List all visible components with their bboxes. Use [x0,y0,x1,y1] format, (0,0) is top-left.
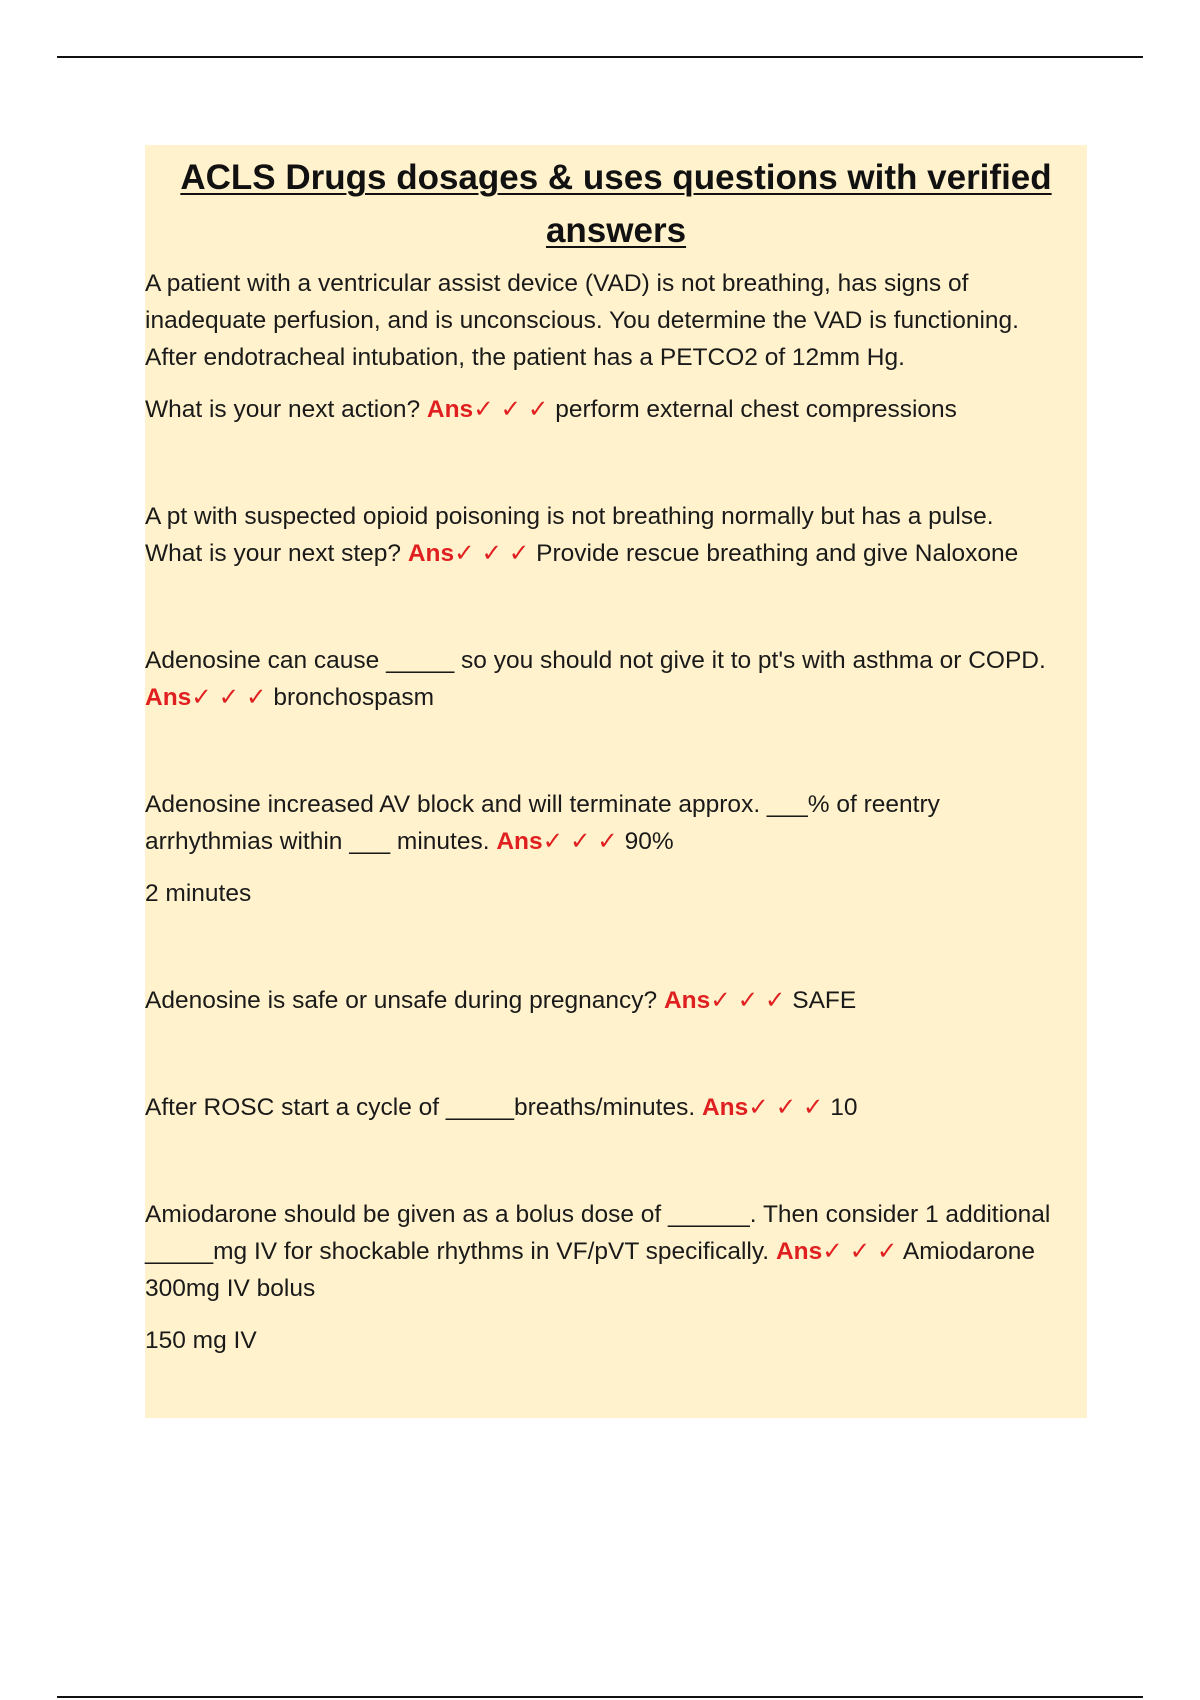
question-text: Adenosine can cause _____ so you should not give it to pt's with asthma or COPD. Ans✓ ✓ ✓ bronchospasm [145,647,1046,711]
check-icon: ✓ ✓ ✓ [822,1238,898,1265]
check-icon: ✓ ✓ ✓ [191,684,267,711]
answer-marker: Ans [426,396,474,423]
qa-item-vad [145,265,1087,428]
answer-marker: Ans [145,684,192,711]
answer-marker: Ans [775,1238,823,1265]
answer-text: 90% [624,828,674,855]
qa-item-adenosine-bronchospasm [145,642,1087,716]
answer-text: perform external chest compressions [555,396,957,423]
answer-text: 10 [830,1094,858,1121]
answer-text: Amiodarone [902,1238,1036,1265]
question-tail: What is your next step? [145,540,402,567]
question-answer-line [145,391,1087,428]
title-line-2: answers [545,211,687,250]
check-icon: ✓ ✓ ✓ [473,396,549,423]
answer-marker: Ans [496,828,543,855]
document-page [145,145,1087,1418]
question-text: Adenosine increased AV block and will terminate approx. ___% of reentry arrhythmias within ___ minutes. Ans✓ ✓ ✓ 90% [145,791,940,855]
answer-extra: 150 mg IV [145,1327,257,1354]
document-title [145,145,1087,257]
question-tail: What is your next action? [145,396,421,423]
check-icon: ✓ ✓ ✓ [454,540,530,567]
answer-text: Provide rescue breathing and give Naloxone [536,540,1019,567]
answer-extra: 2 minutes [145,880,252,907]
question-tail: Adenosine is safe or unsafe during pregnancy? [145,987,658,1014]
footer-rule [57,1696,1143,1698]
question-text: A patient with a ventricular assist device (VAD) is not breathing, has signs of inadequate perfusion, and is unconscious. You determine the VAD is functioning. After endotracheal intubation, the patient has a PETCO2 of 12mm Hg. [145,270,1019,371]
question-text: A pt with suspected opioid poisoning is not breathing normally but has a pulse. What is your next step? Ans✓ ✓ ✓ Provide rescue breathing and give Naloxone [145,503,1019,567]
qa-item-adenosine-av-block [145,786,1087,912]
question-text: Amiodarone should be given as a bolus dose of ______. Then consider 1 additional _____mg IV for shockable rhythms in VF/pVT specifically. Ans✓ ✓ ✓ Amiodarone 300mg IV bolus [145,1201,1051,1302]
answer-text-line-2: 300mg IV bolus [145,1275,316,1302]
question-tail: arrhythmias within ___ minutes. [145,828,490,855]
check-icon: ✓ ✓ ✓ [710,987,786,1014]
question-tail: _____mg IV for shockable rhythms in VF/pVT specifically. [145,1238,770,1265]
check-icon: ✓ ✓ ✓ [542,828,618,855]
answer-marker: Ans [407,540,455,567]
title-line-1: ACLS Drugs dosages & uses questions with verified [180,158,1052,197]
header-rule [57,56,1143,58]
answer-marker: Ans [701,1094,749,1121]
qa-item-adenosine-pregnancy [145,982,1087,1019]
question-text [145,1089,1087,1126]
answer-text: SAFE [792,987,857,1014]
question-tail: After ROSC start a cycle of _____breaths/minutes. [145,1094,696,1121]
answer-marker: Ans [663,987,711,1014]
question-text [145,982,1087,1019]
qa-item-opioid [145,498,1087,572]
qa-item-amiodarone [145,1196,1087,1359]
qa-item-rosc [145,1089,1087,1126]
check-icon: ✓ ✓ ✓ [748,1094,824,1121]
answer-text: bronchospasm [273,684,435,711]
